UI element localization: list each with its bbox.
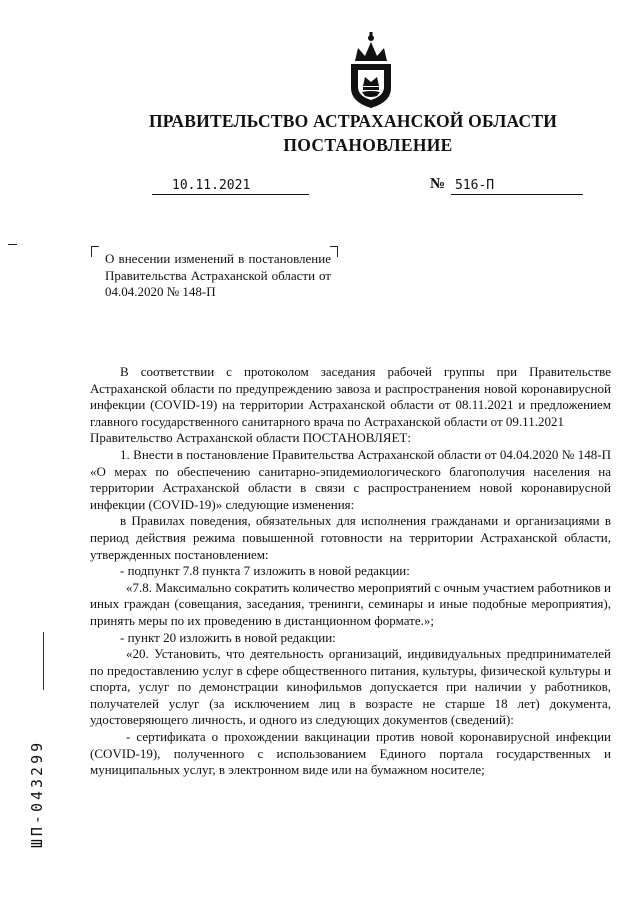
subclause-7-8-text: «7.8. Максимально сократить количество мероприятий с очным участием работников и иных граждан (совещания, заседания, тренинги, семинары и иные подобные мероприятия), принять меры по их проведению в дистанционном формате.»; <box>90 579 611 628</box>
clause-20-text: «20. Установить, что деятельность организаций, индивидуальных предпринимателей по предоставлению услуг в сфере общественного питания, культуры, физической культуры и спорта, услуг по демонстрации кинофильмов допускается при наличии у работников, получателей услуг (за исключением лиц в возрасте не старше 18 лет) документа, удостоверяющего личность, и одного из следующих документов (сведений): <box>90 646 611 728</box>
resolution-statement: Правительство Астраханской области ПОСТАНОВЛЯЕТ: <box>90 430 411 446</box>
clause-1-paragraph: 1. Внести в постановление Правительства Астраханской области от 04.04.2020 № 148-П «О мерах по обеспечению санитарно-эпидемиологического благополучия населения на территории Астраханской области в связи с распространением новой коронавирусной инфекции (COVID-19)» следующие изменения: <box>90 446 611 512</box>
rules-paragraph: в Правилах поведения, обязательных для исполнения гражданами и организациями в период действия режима повышенной готовности на территории Астраханской области, утвержденных постановлением: <box>90 513 611 562</box>
clause-20-intro: - пункт 20 изложить в новой редакции: <box>120 629 336 645</box>
margin-tick <box>8 244 17 245</box>
margin-serial-number <box>26 724 48 864</box>
preamble-paragraph: В соответствии с протоколом заседания рабочей группы при Правительстве Астраханской области по предупреждению завоза и распространения новой коронавирусной инфекции (COVID-19) на территории Астраханской области от 08.11.2021 и предложением главного государственного санитарного врача по Астраханской области от 09.11.2021 <box>90 364 611 429</box>
document-body <box>90 364 611 779</box>
document-date: 10.11.2021 <box>152 178 309 195</box>
document-type-title: ПОСТАНОВЛЕНИЕ <box>283 135 453 155</box>
document-number: 516-П <box>451 178 583 195</box>
astrakhan-coat-of-arms-icon <box>345 30 397 110</box>
number-label: № <box>430 176 446 192</box>
margin-serial-text: ШП-043299 <box>28 739 46 849</box>
subject-text: О внесении изменений в постановление Правительства Астраханской области от 04.04.2020 № 148-П <box>105 251 331 299</box>
subject-bracket-left <box>91 246 99 257</box>
subclause-7-8-intro: - подпункт 7.8 пункта 7 изложить в новой редакции: <box>120 563 410 579</box>
subject-bracket-right <box>330 246 338 257</box>
certificate-item: - сертификата о прохождении вакцинации против новой коронавирусной инфекции (COVID-19), полученного с использованием Единого портала государственных и муниципальных услуг, в электронном виде или на бумажном носителе; <box>90 729 611 778</box>
organization-title: ПРАВИТЕЛЬСТВО АСТРАХАНСКОЙ ОБЛАСТИ <box>148 111 558 131</box>
margin-line <box>43 632 44 690</box>
